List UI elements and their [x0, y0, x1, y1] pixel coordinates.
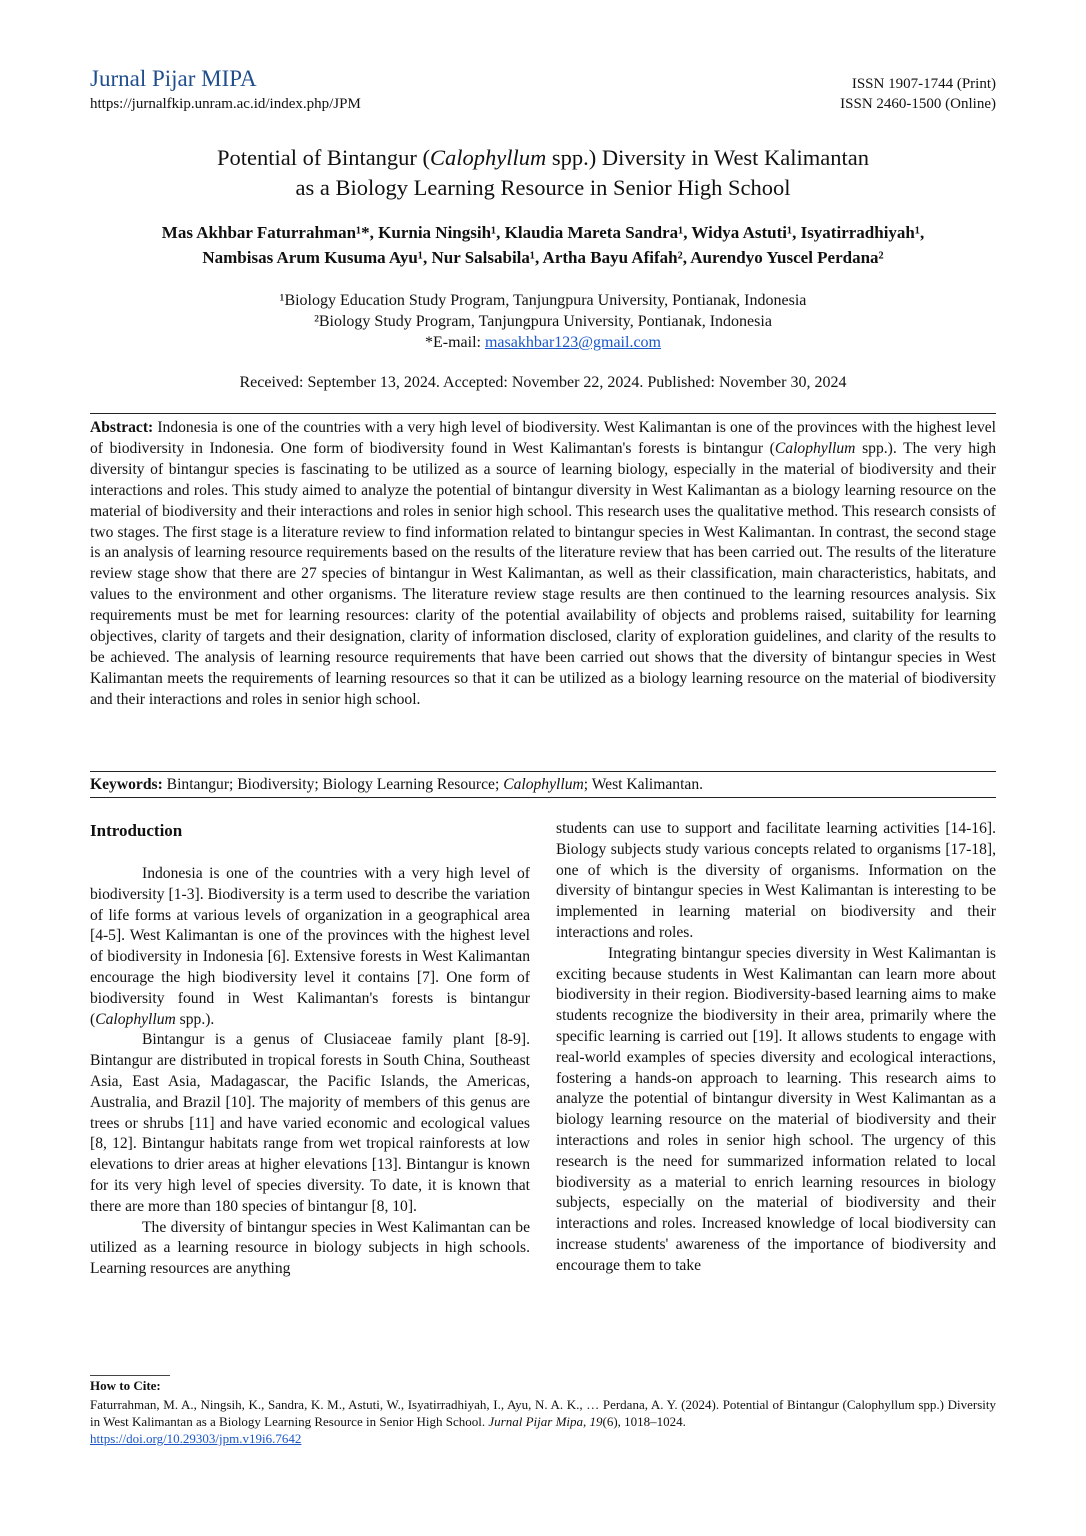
intro-paragraph-4: Integrating bintangur species diversity in West Kalimantan is exciting because students in West Kalimantan can learn more about biodiversity in their region. Biodiversity-based learning aims to make students recognize the biodiversity in their area, primarily where the specific learning is carried out [19]. It allows students to engage with real-world examples of species diversity and ecological interactions, fostering a hands-on approach to learning. This research aims to analyze the potential of bintangur diversity in West Kalimantan as a biology learning resource on the material of biodiversity and their interactions and roles in senior high school. The urgency of this research is the need for summarized information related to local biodiversity as a material to enrich learning resources in biology subjects, especially on the material of biodiversity and their interactions and roles. Increased knowledge of local biodiversity can increase students' awareness of the importance of biodiversity and encourage them to take [556, 944, 996, 1274]
doi-link[interactable]: https://doi.org/10.29303/jpm.v19i6.7642 [90, 1431, 302, 1446]
publication-dates: Received: September 13, 2024. Accepted: November 22, 2024. Published: November 30, 2024 [239, 374, 847, 391]
issn-online: ISSN 2460-1500 (Online) [840, 96, 996, 112]
author-list: Mas Akhbar Faturrahman¹*, Kurnia Ningsih¹, Klaudia Mareta Sandra¹, Widya Astuti¹, Isyatirradhiyah¹, Nambisas Arum Kusuma Ayu¹, Nur Salsabila¹, Artha Bayu Afifah², Aurendyo Yuscel Perdana² [161, 223, 925, 267]
keywords-top-rule [90, 771, 996, 772]
introduction-heading: Introduction [90, 821, 183, 840]
email-link[interactable]: masakhbar123@gmail.com [484, 334, 661, 351]
journal-name: Jurnal Pijar MIPA [90, 66, 257, 91]
corresponding-email: *E-mail: masakhbar123@gmail.com [424, 334, 661, 351]
left-column [90, 864, 530, 1280]
citation: Faturrahman, M. A., Ningsih, K., Sandra, K. M., Astuti, W., Isyatirradhiyah, I., Ayu, N. A. K., … Perdana, A. Y. (2024). Potential of Bintangur (Calophyllum spp.) Diversity in West Kalimantan as a Biology Learning Resource in Senior High School. Jurnal Pijar Mipa, 19(6), 1018–1024. https://doi.org/10.29303/jpm.v19i6.7642 [90, 1397, 996, 1446]
abstract-top-rule [90, 413, 996, 414]
footnote-rule [90, 1375, 170, 1376]
abstract: Abstract: Indonesia is one of the countries with a very high level of biodiversity. West Kalimantan is one of the provinces with the highest level of biodiversity in Indonesia. One form of biodiversity found in West Kalimantan's forests is bintangur (Calophyllum spp.). The very high diversity of bintangur species is fascinating to be utilized as a source of learning biology, especially in the material of biodiversity and their interactions and roles. This study aimed to analyze the potential of bintangur diversity in West Kalimantan as a biology learning resource on the material of biodiversity and their interactions and roles in senior high school. This research uses the qualitative method. This research consists of two stages. The first stage is a literature review to find information related to bintangur species in West Kalimantan. In contrast, the second stage is an analysis of learning resource requirements based on the results of the literature review that has been carried out. The results of the literature review stage show that there are 27 species of bintangur in West Kalimantan, as well as their classification, main characteristics, habitats, and values to the environment and other organisms. The literature review stage results are then continued to the learning resources analysis. Six requirements must be met for learning resources: clarity of the potential availability of objects and problems raised, suitability for learning objectives, clarity of targets and their designation, clarity of information disclosed, clarity of exploration guidelines, and clarity of the results to be achieved. The analysis of learning resource requirements that have been carried out shows that the diversity of bintangur species in West Kalimantan meets the requirements of learning resources so that it can be utilized as a biology learning resource on the material of biodiversity and their interactions and roles in senior high school. [90, 419, 996, 708]
issn-print: ISSN 1907-1744 (Print) [851, 76, 996, 92]
intro-paragraph-2: Bintangur is a genus of Clusiaceae family plant [8-9]. Bintangur are distributed in tropical forests in South China, Southeast Asia, East Asia, Madagascar, the Pacific Islands, the Americas, Australia, and Brazil [10]. The majority of members of this genus are trees or shrubs [11] and have varied economic and ecological values [8, 12]. Bintangur habitats range from wet tropical rainforests at low elevations to drier areas at higher elevations [13]. Bintangur is known for its very high level of species diversity. To date, it is known that there are more than 180 species of bintangur [8, 10]. [90, 1031, 530, 1215]
intro-paragraph-3-continued: students can use to support and facilitate learning activities [14-16]. Biology subjects study various concepts related to organisms [17-18], one of which is the diversity of organisms. Information on the diversity of bintangur species in West Kalimantan is interesting to be implemented in learning material on biodiversity and their interactions and roles. [556, 820, 996, 941]
affiliation-1: ¹Biology Education Study Program, Tanjungpura University, Pontianak, Indonesia [279, 292, 807, 309]
keywords-bottom-rule [90, 797, 996, 798]
paper-title: Potential of Bintangur (Calophyllum spp.) Diversity in West Kalimantan as a Biology Learning Resource in Senior High School [216, 145, 870, 200]
journal-url[interactable]: https://jurnalfkip.unram.ac.id/index.php/JPM [90, 96, 361, 112]
intro-paragraph-1: Indonesia is one of the countries with a very high level of biodiversity [1-3]. Biodiversity is a term used to describe the variation of life forms at various levels of organization in a geographical area [4-5]. West Kalimantan is one of the provinces with the highest level of biodiversity in Indonesia [6]. Extensive forests in West Kalimantan encourage the high biodiversity level it contains [7]. One form of biodiversity found in West Kalimantan's forests is bintangur (Calophyllum spp.). [90, 865, 530, 1028]
right-column [556, 819, 996, 1277]
how-to-cite-label: How to Cite: [90, 1378, 161, 1393]
intro-paragraph-3: The diversity of bintangur species in West Kalimantan can be utilized as a learning resource in biology subjects in high schools. Learning resources are anything [90, 1218, 530, 1278]
affiliation-2: ²Biology Study Program, Tanjungpura University, Pontianak, Indonesia [314, 313, 772, 330]
keywords: Keywords: Bintangur; Biodiversity; Biology Learning Resource; Calophyllum; West Kalimantan. [90, 776, 704, 793]
